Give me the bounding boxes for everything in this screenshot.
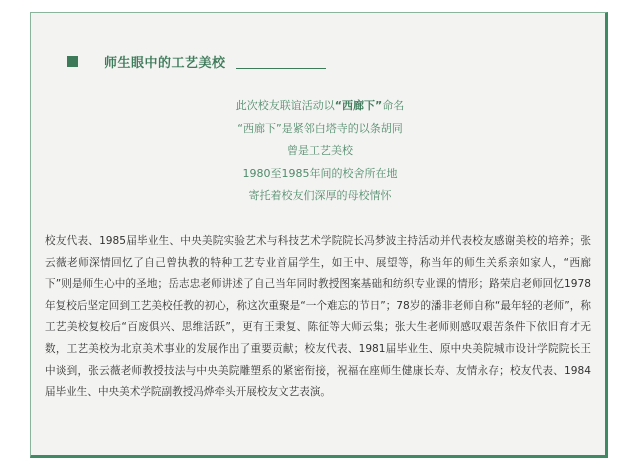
verse-line-1-bold: “西廊下” xyxy=(334,99,383,112)
verse-line-4: 1980至1985年间的校舍所在地 xyxy=(242,166,398,180)
verse-line-1-post: 命名 xyxy=(382,99,405,112)
verse-line-5: 寄托着校友们深厚的母校情怀 xyxy=(248,189,392,202)
verse-line-1 xyxy=(31,95,609,118)
title-underline xyxy=(236,68,326,69)
section-title: 师生眼中的工艺美校 xyxy=(104,56,226,71)
square-bullet-icon xyxy=(67,56,78,67)
content-frame xyxy=(30,12,608,458)
verse-line-1-pre: 此次校友联谊活动以 xyxy=(235,99,335,112)
section-header xyxy=(67,52,326,71)
body-paragraph: 校友代表、1985届毕业生、中央美院实验艺术与科技艺术学院院长冯梦波主持活动并代表校友感谢美校的培养；张云薇老师深情回忆了自己曾执教的特种工艺专业首届学生，如王中、展望等，称当年的师生关系亲如家人，“西廊下”则是师生心中的圣地；岳志忠老师讲述了自己当年同时教授图案基础和纺织专业课的情形；路荣启老师回忆1978年复校后坚定回到工艺美校任教的初心，称这次重聚是“一个难忘的节日”；78岁的潘非老师自称“最年轻的老师”，称工艺美校复校后“百废俱兴、思维活跃”，更有王秉复、陈征等大师云集；张大生老师则感叹艰苦条件下依旧育才无数，工艺美校为北京美术事业的发展作出了重要贡献；校友代表、1981届毕业生、原中央美院城市设计学院院长王中谈到，张云薇老师教授技法与中央美院雕塑系的紧密衔接，祝福在座师生健康长寿、友情永存；校友代表、1984届毕业生、中央美术学院副教授冯烨牵头开展校友文艺表演。 xyxy=(45,235,591,399)
intro-verse xyxy=(31,95,609,208)
verse-line-3: 曾是工艺美校 xyxy=(287,144,353,157)
verse-line-2: “西廊下”是紧邻白塔寺的以条胡同 xyxy=(237,121,403,135)
